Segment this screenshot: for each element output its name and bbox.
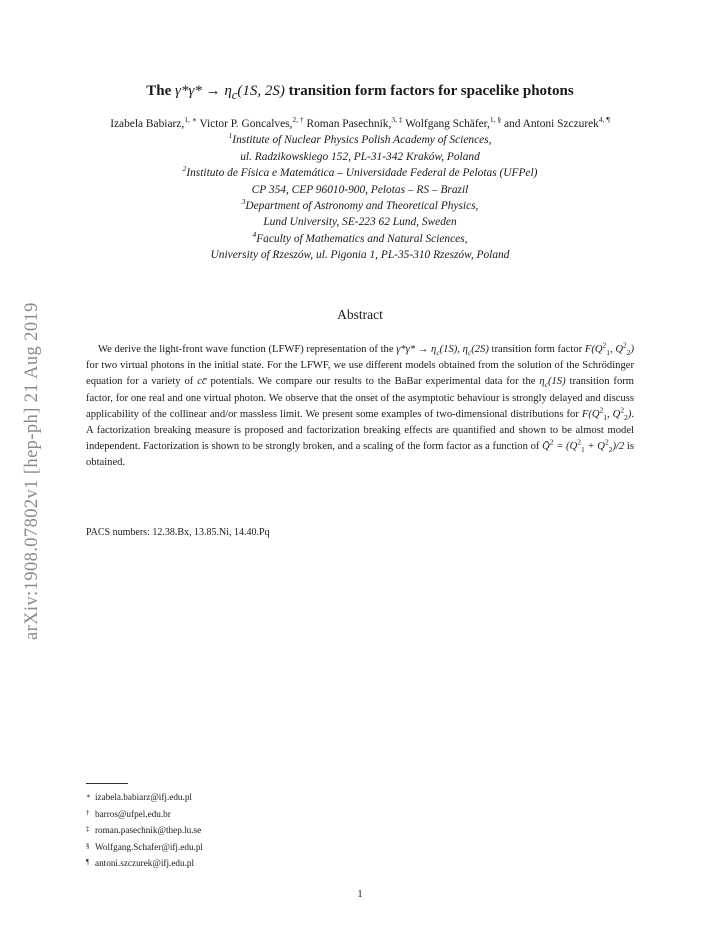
title-text-pre: The: [146, 83, 176, 99]
abstract-formula: 2: [624, 412, 628, 422]
abstract-formula: 2: [577, 437, 581, 447]
abstract-formula: 1: [580, 445, 585, 455]
author-name: Wolfgang Schäfer,: [402, 118, 490, 130]
abstract-formula: 2: [604, 437, 609, 447]
footnote-email: roman.pasechnik@thep.lu.se: [95, 825, 202, 836]
footnote-email: izabela.babiarz@ifj.edu.pl: [95, 792, 192, 802]
abstract-formula: , Q: [610, 344, 623, 355]
footnote-email: barros@ufpel.edu.br: [95, 808, 171, 819]
abstract-text: transition form factor: [488, 344, 585, 355]
abstract-formula: γ*γ* → η: [396, 344, 437, 355]
footnote-mark: ‡: [86, 825, 90, 834]
abstract-formula: (1S), η: [439, 344, 468, 355]
affiliation-4: [100, 231, 620, 247]
author-name: Victor P. Goncalves,: [196, 118, 293, 130]
footnote-email: antoni.szczurek@ifj.edu.pl: [95, 858, 195, 869]
author-mark: 2, †: [292, 115, 304, 125]
abstract-formula: 2: [549, 437, 554, 447]
title-formula-subscript: c: [231, 88, 238, 102]
paper-title: [60, 80, 660, 106]
author-name: and Antoni Szczurek: [501, 118, 599, 130]
abstract-formula: 2: [608, 445, 613, 455]
abstract-formula: (1S): [547, 376, 566, 388]
author-mark: 3, ‡: [391, 115, 403, 125]
title-formula-args: (1S, 2S): [237, 83, 285, 99]
affiliation-line: Instituto de Física e Matemática – Universidade Federal de Pelotas (UFPel): [186, 167, 538, 180]
footnote-divider: [86, 783, 128, 784]
affiliation-line: Faculty of Mathematics and Natural Sciences,: [256, 232, 468, 245]
author-mark: 1, ∗: [184, 115, 197, 125]
affiliation-number: 4: [252, 230, 257, 240]
author-block: [100, 116, 620, 264]
abstract-formula: 2: [599, 405, 604, 415]
abstract-formula: ): [627, 408, 632, 420]
affiliation-4-address: University of Rzeszów, ul. Pigonia 1, PL-35-310 Rzeszów, Poland: [210, 249, 510, 262]
abstract-formula: = (Q: [553, 441, 578, 453]
footnotes: [86, 789, 203, 872]
abstract-formula: η: [539, 376, 545, 388]
title-formula: γ*γ* → η: [175, 83, 232, 99]
pacs-numbers: PACS numbers: 12.38.Bx, 13.85.Ni, 14.40.Pq: [86, 527, 270, 538]
author-mark: 1, §: [489, 115, 502, 125]
affiliation-3-address: Lund University, SE-223 62 Lund, Sweden: [263, 216, 457, 229]
abstract-text: potentials. We compare our results to the BaBar experimental data for the: [206, 376, 540, 388]
author-mark: 4, ¶: [598, 115, 610, 125]
abstract-formula: , Q: [607, 408, 621, 420]
author-list: [100, 116, 620, 132]
affiliation-number: 2: [182, 164, 187, 174]
abstract-text: We derive the light-front wave function (LFWF) representation of the: [98, 344, 397, 355]
footnote-item: [86, 822, 203, 839]
affiliation-line: Institute of Nuclear Physics Polish Academy of Sciences,: [232, 134, 492, 147]
affiliation-1-address: ul. Radzikowskiego 152, PL-31-342 Kraków, Poland: [240, 150, 480, 163]
footnote-mark: ¶: [86, 858, 90, 867]
footnote-mark: †: [86, 808, 90, 817]
abstract-formula: 1: [603, 412, 607, 422]
abstract-formula: 2: [602, 340, 607, 350]
abstract-formula: 1: [606, 348, 610, 358]
abstract-text: transition form factor, for one real and one virtual photon. We observe that the onset of the asymptotic behaviour is strongly delayed and discuss applicability of the collinear and/or massless limit. We present some examples of two-dimensional distributions for: [86, 376, 635, 420]
abstract-text: for two virtual photons in the initial state. For the LFWF, we use different models obtained from the solution of the Schrödinger equation for a variety of: [86, 360, 634, 388]
author-name: Roman Pasechnik,: [303, 118, 392, 130]
affiliation-number: 1: [228, 131, 233, 141]
abstract-body: [86, 342, 634, 472]
footnote-mark: §: [86, 841, 90, 850]
abstract-formula: (2S): [471, 344, 489, 355]
page-number: 1: [357, 888, 363, 900]
abstract-heading: Abstract: [337, 307, 383, 322]
abstract-formula: Q̄: [542, 441, 550, 453]
footnote-item: [86, 839, 203, 856]
abstract-formula: 2: [620, 405, 625, 415]
title-text-post: transition form factors for spacelike photons: [284, 83, 574, 99]
affiliation-number: 3: [241, 197, 246, 207]
abstract-text: . A factorization breaking measure is proposed and factorization breaking effects are quantified and shown to be almost model independent. Factorization is shown to be strongly broken, and a scaling of the form factor as a function of: [86, 408, 635, 453]
affiliation-2: [100, 165, 620, 181]
affiliation-1: [100, 132, 620, 148]
footnote-email: Wolfgang.Schafer@ifj.edu.pl: [95, 841, 203, 852]
footnote-item: [86, 855, 203, 872]
affiliation-line: Department of Astronomy and Theoretical Physics,: [245, 200, 479, 213]
abstract-formula: 2: [626, 348, 631, 358]
abstract-formula: )/2: [612, 441, 625, 453]
author-name: Izabela Babiarz,: [110, 118, 185, 130]
abstract-formula: ): [630, 344, 634, 355]
footnote-item: [86, 789, 203, 806]
abstract-formula: c: [436, 348, 440, 358]
affiliation-2-address: CP 354, CEP 96010-900, Pelotas – RS – Brazil: [251, 183, 469, 196]
footnote-item: [86, 806, 203, 823]
arxiv-identifier: arXiv:1908.07802v1 [hep-ph] 21 Aug 2019: [22, 302, 42, 640]
abstract-formula: cc̄: [197, 376, 207, 388]
affiliation-3: [100, 198, 620, 214]
abstract-formula: F(Q: [581, 408, 600, 420]
abstract-formula: 2: [622, 340, 627, 350]
footnote-mark: ∗: [86, 792, 91, 800]
abstract-text: is obtained.: [86, 441, 634, 469]
abstract-formula: + Q: [584, 441, 605, 453]
abstract-formula: c: [544, 380, 548, 390]
abstract-formula: c: [467, 348, 472, 358]
abstract-formula: F(Q: [584, 344, 603, 355]
